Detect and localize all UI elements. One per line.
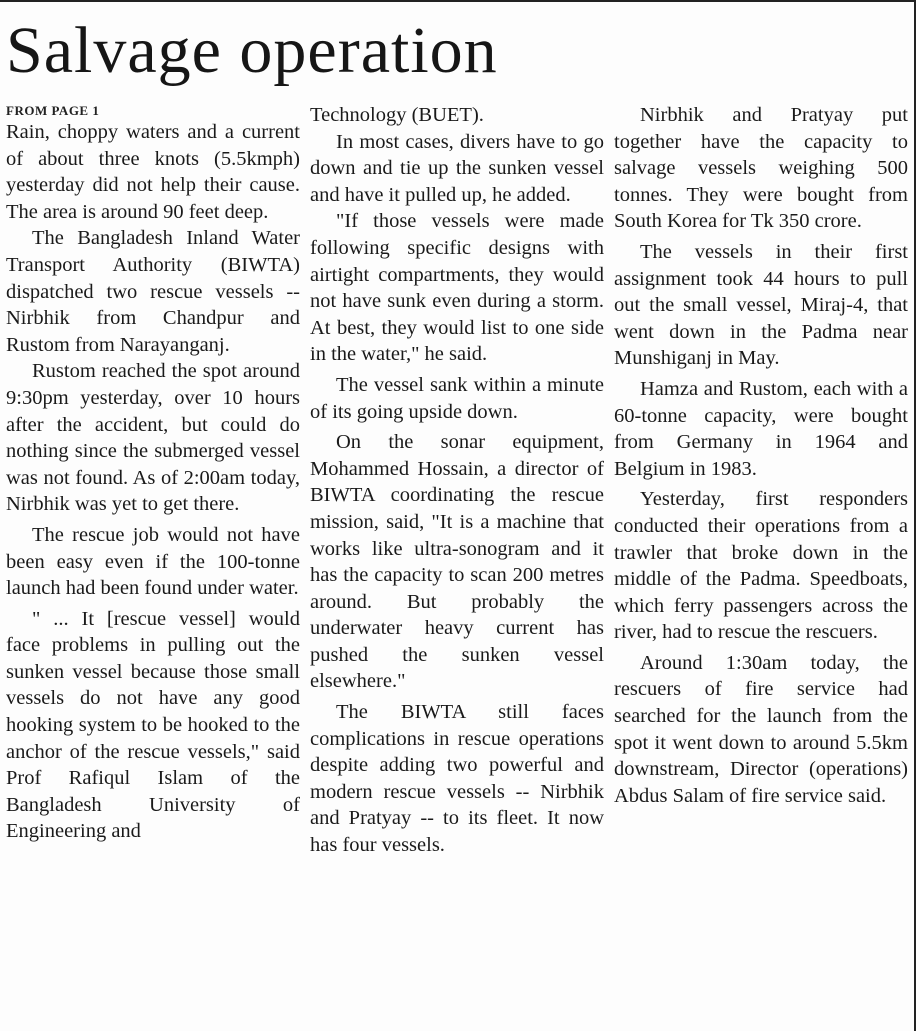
paragraph: Yesterday, first responders conducted their operations from a trawler that broke down in the middle of the Padma. Speedboats, which ferry passengers across the river, had to rescue the rescuers. xyxy=(614,488,908,644)
paragraph: Rustom reached the spot around 9:30pm yesterday, over 10 hours after the accident, but could do nothing since the submerged vessel was not found. As of 2:00am today, Nirbhik was yet to get there. xyxy=(6,360,300,516)
paragraph: The Bangladesh Inland Water Transport Authority (BIWTA) dispatched two rescue vessels -- Nirbhik from Chandpur and Rustom from Narayanganj. xyxy=(6,227,300,356)
paragraph: Around 1:30am today, the rescuers of fire service had searched for the launch from the spot it went down to around 5.5km downstream, Director (operations) Abdus Salam of fire service said. xyxy=(614,651,908,807)
paragraph: Rain, choppy waters and a current of about three knots (5.5kmph) yesterday did not help their cause. The area is around 90 feet deep. xyxy=(6,121,300,223)
paragraph: On the sonar equipment, Mohammed Hossain, a director of BIWTA coordinating the rescue mission, said, "It is a machine that works like ultra-sonogram and it has the capacity to scan 200 metres around. But probably the underwater heavy current has pushed the sunken vessel elsewhere." xyxy=(310,431,604,693)
column-1 xyxy=(6,102,300,1030)
paragraph: "If those vessels were made following specific designs with airtight compartments, they would not have sunk even during a storm. At best, they would list to one side in the water," he said. xyxy=(310,210,604,366)
paragraph: The rescue job would not have been easy even if the 100-tonne launch had been found under water. xyxy=(6,523,300,600)
headline: Salvage operation xyxy=(6,14,498,87)
paragraph: Hamza and Rustom, each with a 60-tonne capacity, were bought from Germany in 1964 and Belgium in 1983. xyxy=(614,377,908,480)
paragraph: Nirbhik and Pratyay put together have the capacity to salvage vessels weighing 500 tonnes. They were bought from South Korea for Tk 350 crore. xyxy=(614,104,908,233)
paragraph: The vessel sank within a minute of its going upside down. xyxy=(310,373,604,423)
paragraph: In most cases, divers have to go down and tie up the sunken vessel and have it pulled up, he added. xyxy=(310,130,604,206)
column-2 xyxy=(310,102,604,1030)
paragraph: Technology (BUET). xyxy=(310,104,484,126)
column-3 xyxy=(614,102,908,1030)
paragraph: " ... It [rescue vessel] would face problems in pulling out the sunken vessel because those small vessels do not have any good hooking system to be hooked to the anchor of the rescue vessels," said Prof Rafiqul Islam of the Bangladesh University of Engineering and xyxy=(6,607,300,843)
paragraph: The vessels in their first assignment took 44 hours to pull out the small vessel, Miraj-4, that went down in the Padma near Munshiganj in May. xyxy=(614,240,908,370)
continuation-kicker: FROM PAGE 1 xyxy=(6,103,100,118)
paragraph: The BIWTA still faces complications in rescue operations despite adding two powerful and modern rescue vessels -- Nirbhik and Pratyay -- to its fleet. It now has four vessels. xyxy=(310,701,604,857)
article-body xyxy=(6,102,910,1030)
